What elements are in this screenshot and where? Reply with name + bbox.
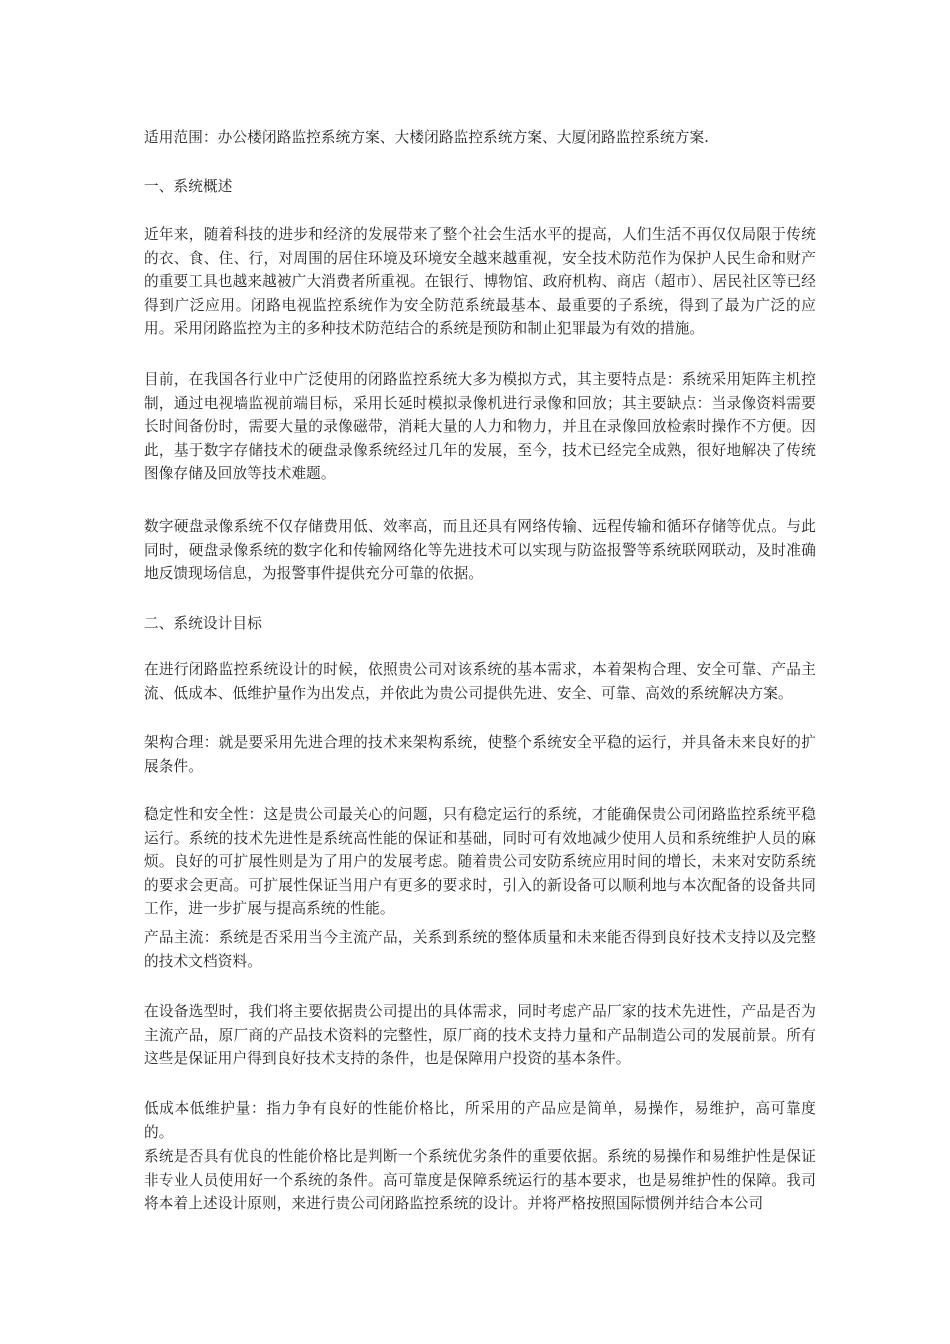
equipment-selection-paragraph: 在设备选型时，我们将主要依据贵公司提出的具体需求，同时考虑产品厂家的技术先进性，产品是否为主流产品，原厂商的产品技术资料的完整性，原厂商的技术支持力量和产品制造公司的发展前景。所有这些是保证用户得到良好技术支持的条件，也是保障用户投资的基本条件。 [144, 1003, 816, 1067]
architecture-paragraph: 架构合理：就是要采用先进合理的技术来架构系统，使整个系统安全平稳的运行，并具备未来良好的扩展条件。 [144, 734, 816, 775]
overview-paragraph-1: 近年来，随着科技的进步和经济的发展带来了整个社会生活水平的提高，人们生活不再仅仅局限于传统的衣、食、住、行，对周围的居住环境及环境安全越来越重视，安全技术防范作为保护人民生命和财产的重要工具也越来越被广大消费者所重视。在银行、博物馆、政府机构、商店（超市）、居民社区等已经得到广泛应用。闭路电视监控系统作为安全防范系统最基本、最重要的子系统，得到了最为广泛的应用。采用闭路监控为主的多种技术防范结合的系统是预防和制止犯罪最为有效的措施。 [144, 226, 816, 337]
overview-paragraph-3: 数字硬盘录像系统不仅存储费用低、效率高，而且还具有网络传输、远程传输和循环存储等优点。与此同时，硬盘录像系统的数字化和传输网络化等先进技术可以实现与防盗报警等系统联网联动，及时准确地反馈现场信息，为报警事件提供充分可靠的依据。 [144, 518, 816, 582]
price-performance-paragraph: 系统是否具有优良的性能价格比是判断一个系统优劣条件的重要依据。系统的易操作和易维护性是保证非专业人员使用好一个系统的条件。高可靠度是保障系统运行的基本要求，也是易维护性的保障。我司将本着上述设计原则，来进行贵公司闭路监控系统的设计。并将严格按照国际惯例并结合本公司 [144, 1148, 816, 1212]
document-page [144, 0, 816, 1344]
section-heading-design-goals: 二、系统设计目标 [144, 615, 262, 632]
low-cost-paragraph: 低成本低维护量：指力争有良好的性能价格比，所采用的产品应是简单，易操作，易维护，高可靠度的。 [144, 1100, 816, 1141]
section-heading-overview: 一、系统概述 [144, 178, 233, 195]
stability-security-paragraph: 稳定性和安全性：这是贵公司最关心的问题，只有稳定运行的系统，才能确保贵公司闭路监控系统平稳运行。系统的技术先进性是系统高性能的保证和基础，同时可有效地减少使用人员和系统维护人员的麻烦。良好的可扩展性则是为了用户的发展考虑。随着贵公司安防系统应用时间的增长，未来对安防系统的要求会更高。可扩展性保证当用户有更多的要求时，引入的新设备可以顺利地与本次配备的设备共同工作，进一步扩展与提高系统的性能。 [144, 806, 816, 917]
design-goals-intro-paragraph: 在进行闭路监控系统设计的时候，依照贵公司对该系统的基本需求，本着架构合理、安全可靠、产品主流、低成本、低维护量作为出发点，并依此为贵公司提供先进、安全、可靠、高效的系统解决方案。 [144, 661, 816, 702]
mainstream-products-paragraph: 产品主流：系统是否采用当今主流产品，关系到系统的整体质量和未来能否得到良好技术支持以及完整的技术文档资料。 [144, 929, 816, 970]
overview-paragraph-2: 目前，在我国各行业中广泛使用的闭路监控系统大多为模拟方式，其主要特点是：系统采用矩阵主机控制，通过电视墙监视前端目标，采用长延时模拟录像机进行录像和回放；其主要缺点：当录像资料需要长时间备份时，需要大量的录像磁带，消耗大量的人力和物力，并且在录像回放检索时操作不方便。因此，基于数字存储技术的硬盘录像系统经过几年的发展，至今，技术已经完全成熟，很好地解决了传统图像存储及回放等技术难题。 [144, 371, 816, 482]
scope-paragraph: 适用范围：办公楼闭路监控系统方案、大楼闭路监控系统方案、大厦闭路监控系统方案. [144, 129, 710, 146]
